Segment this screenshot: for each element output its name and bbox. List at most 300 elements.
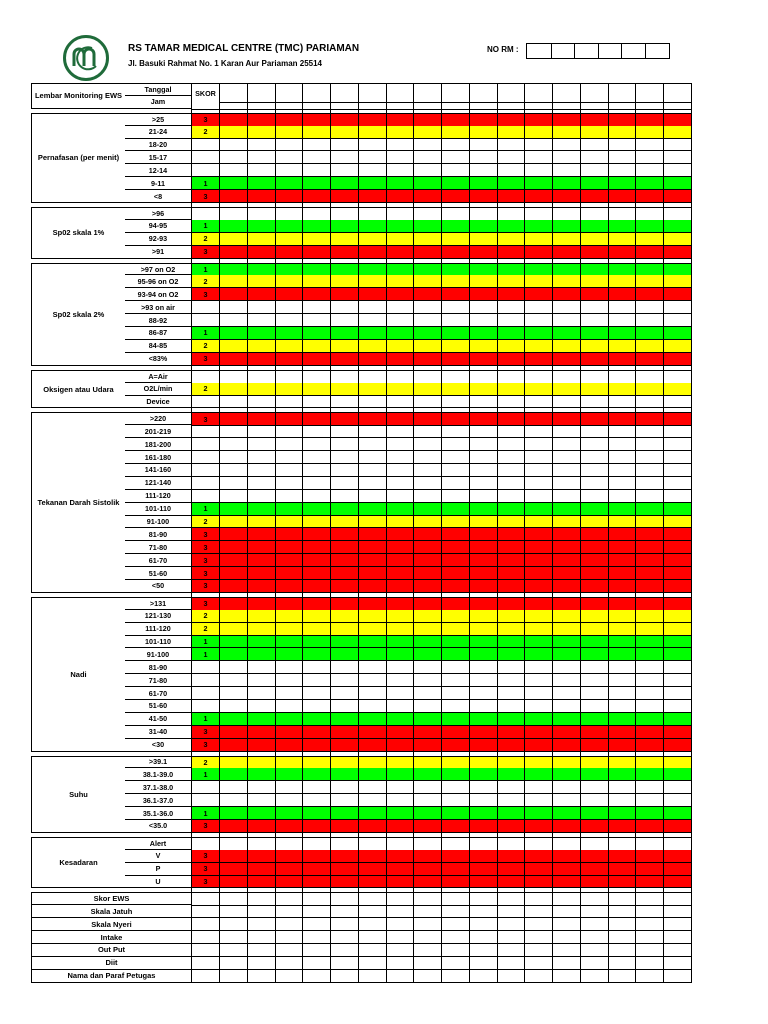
entry-cell[interactable] [414,327,442,340]
entry-cell[interactable] [387,931,415,944]
entry-cell[interactable] [359,850,387,863]
entry-cell[interactable] [525,516,553,529]
entry-cell[interactable] [303,396,331,409]
entry-cell[interactable] [442,327,470,340]
entry-cell[interactable] [498,477,526,490]
entry-cell[interactable] [470,340,498,353]
entry-cell[interactable] [303,503,331,516]
entry-cell[interactable] [525,623,553,636]
entry-cell[interactable] [303,528,331,541]
entry-cell[interactable] [387,314,415,327]
entry-cell[interactable] [303,190,331,203]
entry-cell[interactable] [498,820,526,833]
entry-cell[interactable] [664,425,692,438]
entry-cell[interactable] [636,177,664,190]
entry-cell[interactable] [220,567,248,580]
entry-cell[interactable] [470,944,498,957]
entry-cell[interactable] [553,396,581,409]
entry-cell[interactable] [525,850,553,863]
entry-cell[interactable] [581,687,609,700]
entry-cell[interactable] [331,451,359,464]
entry-cell[interactable] [248,288,276,301]
no-rm-digit-box[interactable] [574,44,598,58]
entry-cell[interactable] [387,383,415,396]
entry-cell[interactable] [664,151,692,164]
entry-cell[interactable] [553,301,581,314]
entry-cell[interactable] [359,623,387,636]
entry-cell[interactable] [470,580,498,593]
entry-cell[interactable] [303,739,331,752]
entry-cell[interactable] [609,807,637,820]
entry-cell[interactable] [609,438,637,451]
entry-cell[interactable] [525,383,553,396]
date-time-cell[interactable] [609,84,637,110]
entry-cell[interactable] [442,674,470,687]
entry-cell[interactable] [276,623,304,636]
entry-cell[interactable] [387,438,415,451]
entry-cell[interactable] [248,503,276,516]
entry-cell[interactable] [220,139,248,152]
entry-cell[interactable] [248,768,276,781]
entry-cell[interactable] [609,863,637,876]
entry-cell[interactable] [498,850,526,863]
entry-cell[interactable] [609,353,637,366]
entry-cell[interactable] [331,661,359,674]
entry-cell[interactable] [498,957,526,970]
entry-cell[interactable] [664,396,692,409]
entry-cell[interactable] [414,931,442,944]
entry-cell[interactable] [664,661,692,674]
entry-cell[interactable] [220,301,248,314]
entry-cell[interactable] [359,301,387,314]
entry-cell[interactable] [498,490,526,503]
entry-cell[interactable] [442,151,470,164]
entry-cell[interactable] [387,275,415,288]
entry-cell[interactable] [248,567,276,580]
entry-cell[interactable] [248,477,276,490]
entry-cell[interactable] [470,464,498,477]
entry-cell[interactable] [387,781,415,794]
entry-cell[interactable] [664,876,692,889]
entry-cell[interactable] [553,794,581,807]
entry-cell[interactable] [636,464,664,477]
entry-cell[interactable] [220,876,248,889]
entry-cell[interactable] [664,674,692,687]
entry-cell[interactable] [414,905,442,918]
entry-cell[interactable] [359,674,387,687]
entry-cell[interactable] [609,957,637,970]
entry-cell[interactable] [636,567,664,580]
entry-cell[interactable] [220,918,248,931]
entry-cell[interactable] [636,288,664,301]
entry-cell[interactable] [414,661,442,674]
entry-cell[interactable] [276,438,304,451]
entry-cell[interactable] [581,661,609,674]
entry-cell[interactable] [359,918,387,931]
entry-cell[interactable] [609,661,637,674]
entry-cell[interactable] [303,554,331,567]
date-time-cell[interactable] [331,84,359,110]
entry-cell[interactable] [414,580,442,593]
entry-cell[interactable] [525,648,553,661]
entry-cell[interactable] [553,554,581,567]
entry-cell[interactable] [220,353,248,366]
entry-cell[interactable] [525,451,553,464]
entry-cell[interactable] [525,957,553,970]
entry-cell[interactable] [220,528,248,541]
entry-cell[interactable] [581,327,609,340]
entry-cell[interactable] [442,541,470,554]
entry-cell[interactable] [248,807,276,820]
entry-cell[interactable] [470,288,498,301]
entry-cell[interactable] [470,661,498,674]
entry-cell[interactable] [498,383,526,396]
entry-cell[interactable] [248,451,276,464]
entry-cell[interactable] [470,528,498,541]
entry-cell[interactable] [581,164,609,177]
entry-cell[interactable] [498,944,526,957]
entry-cell[interactable] [331,850,359,863]
entry-cell[interactable] [664,353,692,366]
entry-cell[interactable] [664,541,692,554]
entry-cell[interactable] [276,383,304,396]
entry-cell[interactable] [470,739,498,752]
entry-cell[interactable] [525,820,553,833]
entry-cell[interactable] [220,327,248,340]
entry-cell[interactable] [387,863,415,876]
entry-cell[interactable] [220,233,248,246]
entry-cell[interactable] [525,768,553,781]
entry-cell[interactable] [303,541,331,554]
entry-cell[interactable] [553,970,581,983]
entry-cell[interactable] [220,674,248,687]
entry-cell[interactable] [609,580,637,593]
entry-cell[interactable] [414,314,442,327]
entry-cell[interactable] [303,567,331,580]
entry-cell[interactable] [220,503,248,516]
entry-cell[interactable] [331,820,359,833]
entry-cell[interactable] [387,970,415,983]
entry-cell[interactable] [636,768,664,781]
entry-cell[interactable] [359,781,387,794]
entry-cell[interactable] [414,768,442,781]
entry-cell[interactable] [636,139,664,152]
entry-cell[interactable] [414,623,442,636]
entry-cell[interactable] [609,944,637,957]
entry-cell[interactable] [553,353,581,366]
entry-cell[interactable] [525,944,553,957]
entry-cell[interactable] [248,713,276,726]
entry-cell[interactable] [220,314,248,327]
entry-cell[interactable] [303,687,331,700]
entry-cell[interactable] [414,700,442,713]
entry-cell[interactable] [636,807,664,820]
date-time-cell[interactable] [470,84,498,110]
entry-cell[interactable] [664,687,692,700]
entry-cell[interactable] [470,541,498,554]
entry-cell[interactable] [414,490,442,503]
entry-cell[interactable] [220,340,248,353]
entry-cell[interactable] [387,288,415,301]
entry-cell[interactable] [303,490,331,503]
entry-cell[interactable] [248,541,276,554]
entry-cell[interactable] [359,340,387,353]
entry-cell[interactable] [525,863,553,876]
entry-cell[interactable] [664,503,692,516]
entry-cell[interactable] [525,220,553,233]
entry-cell[interactable] [581,314,609,327]
entry-cell[interactable] [220,781,248,794]
entry-cell[interactable] [498,636,526,649]
entry-cell[interactable] [636,554,664,567]
entry-cell[interactable] [553,944,581,957]
entry-cell[interactable] [442,623,470,636]
entry-cell[interactable] [553,233,581,246]
entry-cell[interactable] [609,327,637,340]
entry-cell[interactable] [636,794,664,807]
entry-cell[interactable] [331,794,359,807]
entry-cell[interactable] [609,275,637,288]
entry-cell[interactable] [220,554,248,567]
entry-cell[interactable] [303,353,331,366]
entry-cell[interactable] [442,863,470,876]
entry-cell[interactable] [220,164,248,177]
entry-cell[interactable] [359,739,387,752]
entry-cell[interactable] [636,700,664,713]
entry-cell[interactable] [525,438,553,451]
entry-cell[interactable] [387,541,415,554]
entry-cell[interactable] [581,139,609,152]
entry-cell[interactable] [470,438,498,451]
entry-cell[interactable] [331,383,359,396]
entry-cell[interactable] [636,623,664,636]
entry-cell[interactable] [248,970,276,983]
entry-cell[interactable] [636,648,664,661]
entry-cell[interactable] [414,970,442,983]
entry-cell[interactable] [470,957,498,970]
entry-cell[interactable] [498,661,526,674]
entry-cell[interactable] [387,768,415,781]
entry-cell[interactable] [248,190,276,203]
entry-cell[interactable] [581,275,609,288]
entry-cell[interactable] [248,340,276,353]
entry-cell[interactable] [303,931,331,944]
entry-cell[interactable] [248,246,276,259]
entry-cell[interactable] [331,126,359,139]
entry-cell[interactable] [414,687,442,700]
entry-cell[interactable] [498,541,526,554]
entry-cell[interactable] [359,353,387,366]
entry-cell[interactable] [581,739,609,752]
entry-cell[interactable] [276,503,304,516]
entry-cell[interactable] [359,713,387,726]
entry-cell[interactable] [276,327,304,340]
entry-cell[interactable] [609,876,637,889]
entry-cell[interactable] [581,233,609,246]
entry-cell[interactable] [636,190,664,203]
entry-cell[interactable] [470,610,498,623]
entry-cell[interactable] [414,674,442,687]
entry-cell[interactable] [609,451,637,464]
entry-cell[interactable] [331,275,359,288]
entry-cell[interactable] [609,970,637,983]
entry-cell[interactable] [498,674,526,687]
entry-cell[interactable] [303,477,331,490]
entry-cell[interactable] [276,314,304,327]
entry-cell[interactable] [553,383,581,396]
entry-cell[interactable] [609,288,637,301]
entry-cell[interactable] [248,700,276,713]
entry-cell[interactable] [525,713,553,726]
entry-cell[interactable] [303,636,331,649]
entry-cell[interactable] [609,768,637,781]
entry-cell[interactable] [636,931,664,944]
entry-cell[interactable] [387,580,415,593]
entry-cell[interactable] [359,905,387,918]
entry-cell[interactable] [581,700,609,713]
entry-cell[interactable] [414,918,442,931]
no-rm-digit-box[interactable] [621,44,645,58]
entry-cell[interactable] [331,700,359,713]
date-time-cell[interactable] [414,84,442,110]
entry-cell[interactable] [470,246,498,259]
entry-cell[interactable] [220,288,248,301]
entry-cell[interactable] [303,164,331,177]
entry-cell[interactable] [664,636,692,649]
entry-cell[interactable] [276,768,304,781]
entry-cell[interactable] [553,477,581,490]
entry-cell[interactable] [331,353,359,366]
entry-cell[interactable] [581,970,609,983]
entry-cell[interactable] [581,794,609,807]
entry-cell[interactable] [581,567,609,580]
entry-cell[interactable] [470,700,498,713]
entry-cell[interactable] [276,126,304,139]
entry-cell[interactable] [664,177,692,190]
entry-cell[interactable] [359,820,387,833]
entry-cell[interactable] [442,490,470,503]
entry-cell[interactable] [303,905,331,918]
entry-cell[interactable] [581,674,609,687]
entry-cell[interactable] [248,151,276,164]
entry-cell[interactable] [303,464,331,477]
entry-cell[interactable] [387,876,415,889]
entry-cell[interactable] [609,850,637,863]
entry-cell[interactable] [331,674,359,687]
entry-cell[interactable] [220,931,248,944]
entry-cell[interactable] [414,126,442,139]
entry-cell[interactable] [414,301,442,314]
entry-cell[interactable] [303,850,331,863]
entry-cell[interactable] [636,876,664,889]
entry-cell[interactable] [303,301,331,314]
entry-cell[interactable] [581,383,609,396]
entry-cell[interactable] [525,794,553,807]
entry-cell[interactable] [303,781,331,794]
entry-cell[interactable] [331,438,359,451]
entry-cell[interactable] [636,151,664,164]
entry-cell[interactable] [248,781,276,794]
entry-cell[interactable] [442,503,470,516]
entry-cell[interactable] [498,580,526,593]
entry-cell[interactable] [359,233,387,246]
entry-cell[interactable] [609,314,637,327]
entry-cell[interactable] [359,794,387,807]
entry-cell[interactable] [303,794,331,807]
entry-cell[interactable] [387,126,415,139]
entry-cell[interactable] [609,700,637,713]
entry-cell[interactable] [276,970,304,983]
entry-cell[interactable] [442,340,470,353]
entry-cell[interactable] [636,739,664,752]
entry-cell[interactable] [470,931,498,944]
entry-cell[interactable] [498,151,526,164]
entry-cell[interactable] [498,516,526,529]
entry-cell[interactable] [581,850,609,863]
entry-cell[interactable] [359,554,387,567]
entry-cell[interactable] [331,580,359,593]
entry-cell[interactable] [609,190,637,203]
entry-cell[interactable] [442,850,470,863]
entry-cell[interactable] [387,957,415,970]
entry-cell[interactable] [609,301,637,314]
entry-cell[interactable] [331,396,359,409]
entry-cell[interactable] [442,970,470,983]
entry-cell[interactable] [664,944,692,957]
entry-cell[interactable] [331,957,359,970]
entry-cell[interactable] [609,610,637,623]
entry-cell[interactable] [220,970,248,983]
entry-cell[interactable] [525,918,553,931]
entry-cell[interactable] [553,781,581,794]
entry-cell[interactable] [636,233,664,246]
entry-cell[interactable] [276,301,304,314]
entry-cell[interactable] [664,554,692,567]
entry-cell[interactable] [581,503,609,516]
entry-cell[interactable] [498,931,526,944]
entry-cell[interactable] [553,768,581,781]
entry-cell[interactable] [525,396,553,409]
entry-cell[interactable] [359,636,387,649]
entry-cell[interactable] [498,233,526,246]
entry-cell[interactable] [664,905,692,918]
entry-cell[interactable] [303,970,331,983]
entry-cell[interactable] [609,636,637,649]
entry-cell[interactable] [636,301,664,314]
entry-cell[interactable] [664,438,692,451]
entry-cell[interactable] [442,288,470,301]
entry-cell[interactable] [276,726,304,739]
entry-cell[interactable] [331,931,359,944]
entry-cell[interactable] [276,850,304,863]
entry-cell[interactable] [470,794,498,807]
entry-cell[interactable] [664,528,692,541]
entry-cell[interactable] [359,876,387,889]
entry-cell[interactable] [248,314,276,327]
no-rm-digit-box[interactable] [527,44,551,58]
entry-cell[interactable] [442,396,470,409]
entry-cell[interactable] [636,246,664,259]
entry-cell[interactable] [553,623,581,636]
entry-cell[interactable] [414,464,442,477]
entry-cell[interactable] [470,876,498,889]
entry-cell[interactable] [331,139,359,152]
entry-cell[interactable] [553,541,581,554]
entry-cell[interactable] [581,876,609,889]
entry-cell[interactable] [664,233,692,246]
entry-cell[interactable] [525,246,553,259]
entry-cell[interactable] [470,726,498,739]
